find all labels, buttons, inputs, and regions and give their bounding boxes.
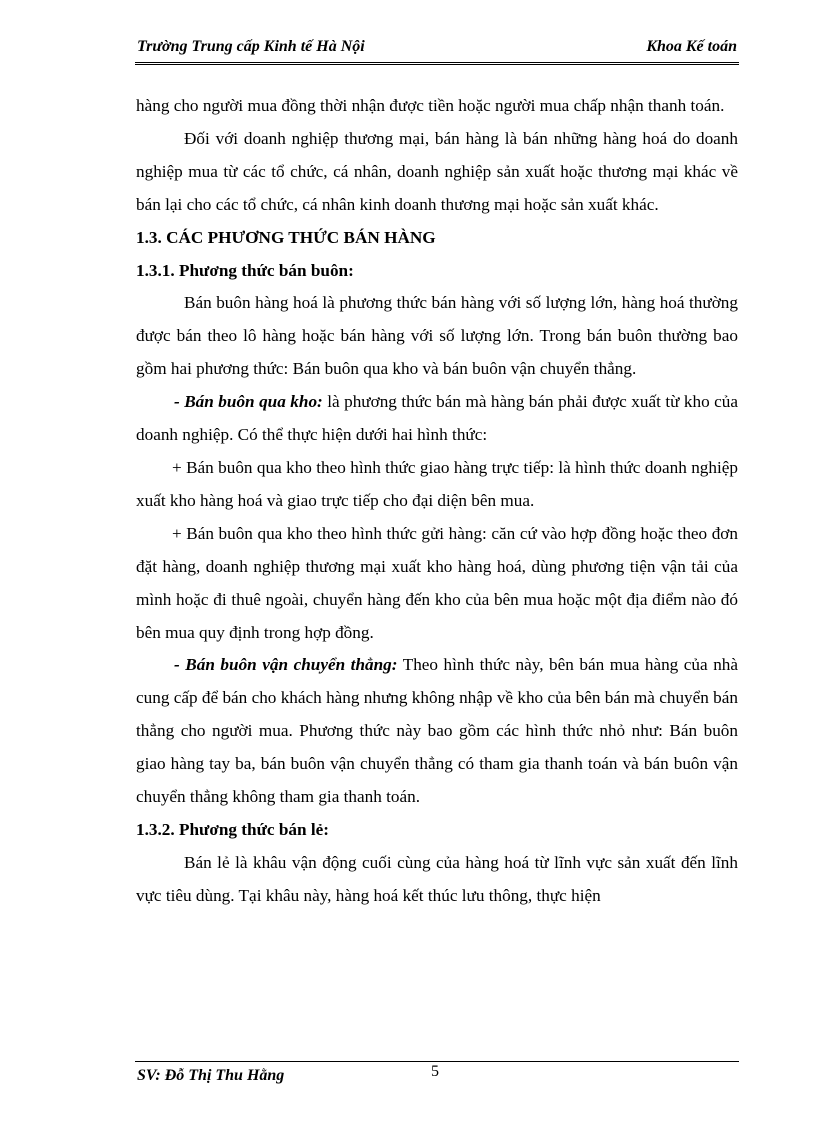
page-header: [135, 34, 739, 65]
paragraph-continuation: hàng cho người mua đồng thời nhận được tiền hoặc người mua chấp nhận thanh toán.: [136, 96, 725, 115]
paragraph-commerce: Đối với doanh nghiệp thương mại, bán hàng là bán những hàng hoá do doanh nghiệp mua từ các tổ chức, cá nhân, doanh nghiệp sản xuất hoặc thương mại khác về bán lại cho các tổ chức, cá nhân kinh doanh thương mại hoặc sản xuất khác.: [136, 128, 738, 214]
text-warehouse-wholesale: là phương thức bán mà hàng bán phải được xuất từ kho của doanh nghiệp. Có thể thực hiện dưới hai hình thức:: [136, 392, 738, 445]
school-name: Trường Trung cấp Kinh tế Hà Nội: [137, 38, 365, 55]
page-footer: [135, 1061, 739, 1090]
paragraph-direct-delivery: + Bán buôn qua kho theo hình thức giao hàng trực tiếp: là hình thức doanh nghiệp xuất kho hàng hoá và giao trực tiếp cho đại diện bên mua.: [136, 457, 738, 510]
paragraph-warehouse-wholesale: [136, 386, 738, 452]
paragraph-direct-shipment: [136, 649, 738, 814]
lead-warehouse-wholesale: - Bán buôn qua kho:: [174, 392, 323, 412]
section-heading-1-3: 1.3. CÁC PHƯƠNG THỨC BÁN HÀNG: [136, 227, 436, 247]
paragraph-retail: Bán lẻ là khâu vận động cuối cùng của hàng hoá từ lĩnh vực sản xuất đến lĩnh vực tiêu dùng. Tại khâu này, hàng hoá kết thúc lưu thông, thực hiện: [136, 852, 738, 905]
subsection-heading-1-3-2: 1.3.2. Phương thức bán lẻ:: [136, 819, 329, 839]
text-direct-shipment: Theo hình thức này, bên bán mua hàng của nhà cung cấp để bán cho khách hàng nhưng không nhập về kho của bên bán mà chuyển bán thẳng cho người mua. Phương thức này bao gồm các hình thức nhỏ như: Bán buôn giao hàng tay ba, bán buôn vận chuyển thẳng có tham gia thanh toán và bán buôn vận chuyển thẳng không tham gia thanh toán.: [136, 655, 739, 807]
paragraph-wholesale: Bán buôn hàng hoá là phương thức bán hàng với số lượng lớn, hàng hoá thường được bán theo lô hàng hoặc bán hàng với số lượng lớn. Trong bán buôn thường bao gồm hai phương thức: Bán buôn qua kho và bán buôn vận chuyển thẳng.: [136, 293, 738, 379]
lead-direct-shipment: - Bán buôn vận chuyển thẳng:: [174, 655, 398, 675]
student-name: SV: Đỗ Thị Thu Hằng: [137, 1067, 285, 1084]
paragraph-shipping: + Bán buôn qua kho theo hình thức gửi hàng: căn cứ vào hợp đồng hoặc theo đơn đặt hàng, doanh nghiệp thương mại xuất kho hàng hoá, dùng phương tiện vận tải của mình hoặc đi thuê ngoài, chuyển hàng đến kho của bên mua hoặc một địa điểm nào đó bên mua quy định trong hợp đồng.: [136, 523, 738, 642]
faculty-name: Khoa Kế toán: [646, 38, 737, 55]
subsection-heading-1-3-1: 1.3.1. Phương thức bán buôn:: [136, 260, 354, 280]
page-number: 5: [431, 1063, 439, 1080]
page-body: [136, 90, 738, 913]
